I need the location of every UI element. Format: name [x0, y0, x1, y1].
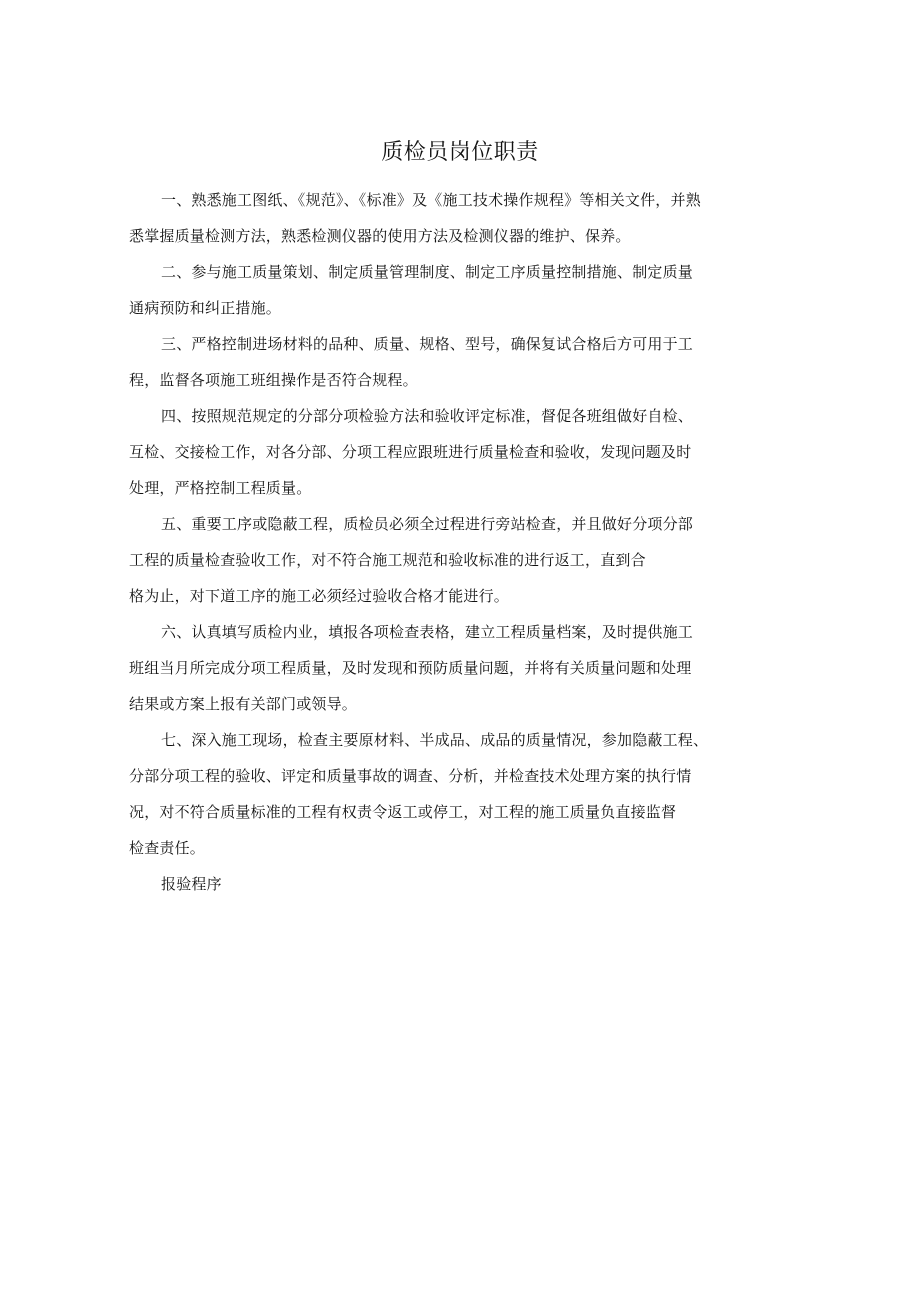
paragraph-line: 通病预防和纠正措施。: [129, 299, 282, 317]
paragraph-8: [129, 866, 779, 902]
paragraph-line: 况，对不符合质量标准的工程有权责令返工或停工，对工程的施工质量负直接监督: [129, 803, 677, 821]
paragraph-line: 五、重要工序或隐蔽工程，质检员必须全过程进行旁站检查，并且做好分项分部: [161, 515, 694, 533]
paragraph-line: 六、认真填写质检内业，填报各项检查表格，建立工程质量档案，及时提供施工: [161, 623, 694, 641]
paragraph-line: 格为止，对下道工序的施工必须经过验收合格才能进行。: [129, 587, 510, 605]
paragraph-line: 处理，严格控制工程质量。: [129, 479, 312, 497]
paragraph-line: 悉掌握质量检测方法，熟悉检测仪器的使用方法及检测仪器的维护、保养。: [129, 227, 631, 245]
paragraph-line: 七、深入施工现场，检查主要原材料、半成品、成品的质量情况，参加隐蔽工程、: [161, 731, 709, 749]
paragraph-6: [129, 614, 779, 722]
paragraph-line: 报验程序: [161, 875, 222, 893]
paragraph-line: 检查责任。: [129, 839, 206, 857]
paragraph-line: 互检、交接检工作，对各分部、分项工程应跟班进行质量检查和验收，发现问题及时: [129, 443, 692, 461]
paragraph-line: 班组当月所完成分项工程质量，及时发现和预防质量问题，并将有关质量问题和处理: [129, 659, 692, 677]
paragraph-line: 工程的质量检查验收工作，对不符合施工规范和验收标准的进行返工，直到合: [129, 551, 646, 569]
paragraph-2: [129, 254, 779, 326]
paragraph-line: 结果或方案上报有关部门或领导。: [129, 695, 358, 713]
paragraph-1: [129, 182, 779, 254]
paragraph-line: 一、熟悉施工图纸、《规范》、《标准》及《施工技术操作规程》等相关文件，并熟: [161, 191, 701, 209]
paragraph-3: [129, 326, 779, 398]
paragraph-5: [129, 506, 779, 614]
paragraph-line: 分部分项工程的验收、评定和质量事故的调查、分析，并检查技术处理方案的执行情: [129, 767, 692, 785]
document-title: 质检员岗位职责: [381, 140, 539, 165]
paragraph-4: [129, 398, 779, 506]
paragraph-line: 三、严格控制进场材料的品种、质量、规格、型号，确保复试合格后方可用于工: [161, 335, 694, 353]
paragraph-7: [129, 722, 779, 866]
paragraph-line: 二、参与施工质量策划、制定质量管理制度、制定工序质量控制措施、制定质量: [161, 263, 694, 281]
paragraph-line: 程，监督各项施工班组操作是否符合规程。: [129, 371, 418, 389]
paragraph-line: 四、按照规范规定的分部分项检验方法和验收评定标准，督促各班组做好自检、: [161, 407, 694, 425]
document-body: [129, 182, 779, 902]
